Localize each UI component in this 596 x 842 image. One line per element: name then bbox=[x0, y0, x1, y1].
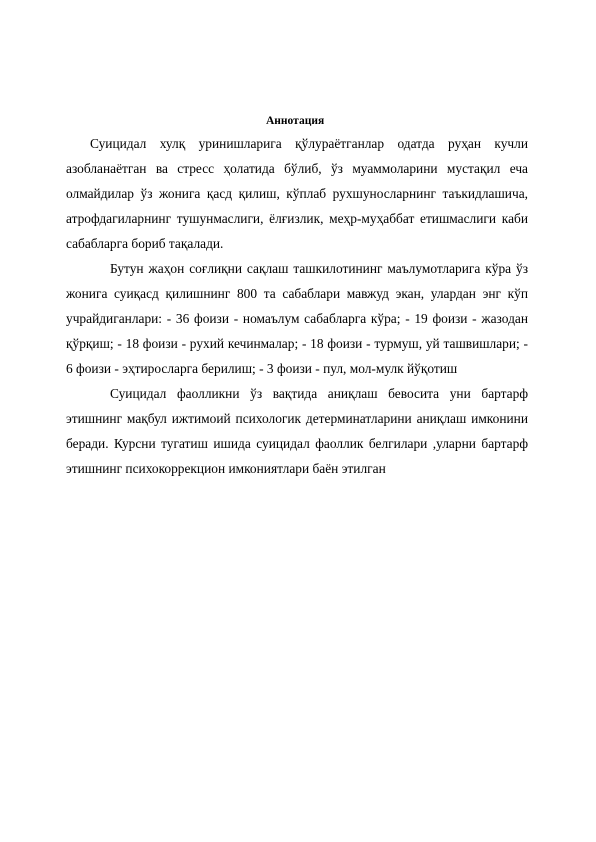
paragraph-2: Бутун жаҳон соғлиқни сақлаш ташкилотининг маълумотларига кўра ўз жонига суиқасд қилишнинг 800 та сабаблари мавжуд экан, улардан энг кўп учрайдиганлари: - 36 фоизи - номаълум сабабларга кўра; - 19 фоизи - жазодан қўрқиш; - 18 фоизи - рухий кечинмалар; - 18 фоизи - турмуш, уй ташвишлари; - 6 фоизи - эҳтиросларга берилиш; - 3 фоизи - пул, мол-мулк йўқотиш bbox=[66, 261, 528, 376]
paragraph-3: Суицидал фаолликни ўз вақтида аниқлаш бевосита уни бартарф этишнинг мақбул ижтимоий психологик детерминатларини аниқлаш имконини беради. Курсни тугатиш ишида суицидал фаоллик белгилари ,уларни бартарф этишнинг психокоррекцион имкониятлари баён этилган bbox=[66, 386, 528, 476]
paragraph-1: Суицидал хулқ уринишларига қўлураётганлар одатда руҳан кучли азобланаётган ва стресс ҳолатида бўлиб, ўз муаммоларини мустақил еча олмайдилар ўз жонига қасд қилиш, кўплаб рухшуносларнинг таъкидлашича, атрофдагиларнинг тушунмаслиги, ёлғизлик, меҳр-муҳаббат етишмаслиги каби сабабларга бориб тақалади. bbox=[66, 136, 528, 251]
page-content bbox=[66, 113, 528, 481]
document-title: Аннотация bbox=[266, 115, 325, 127]
